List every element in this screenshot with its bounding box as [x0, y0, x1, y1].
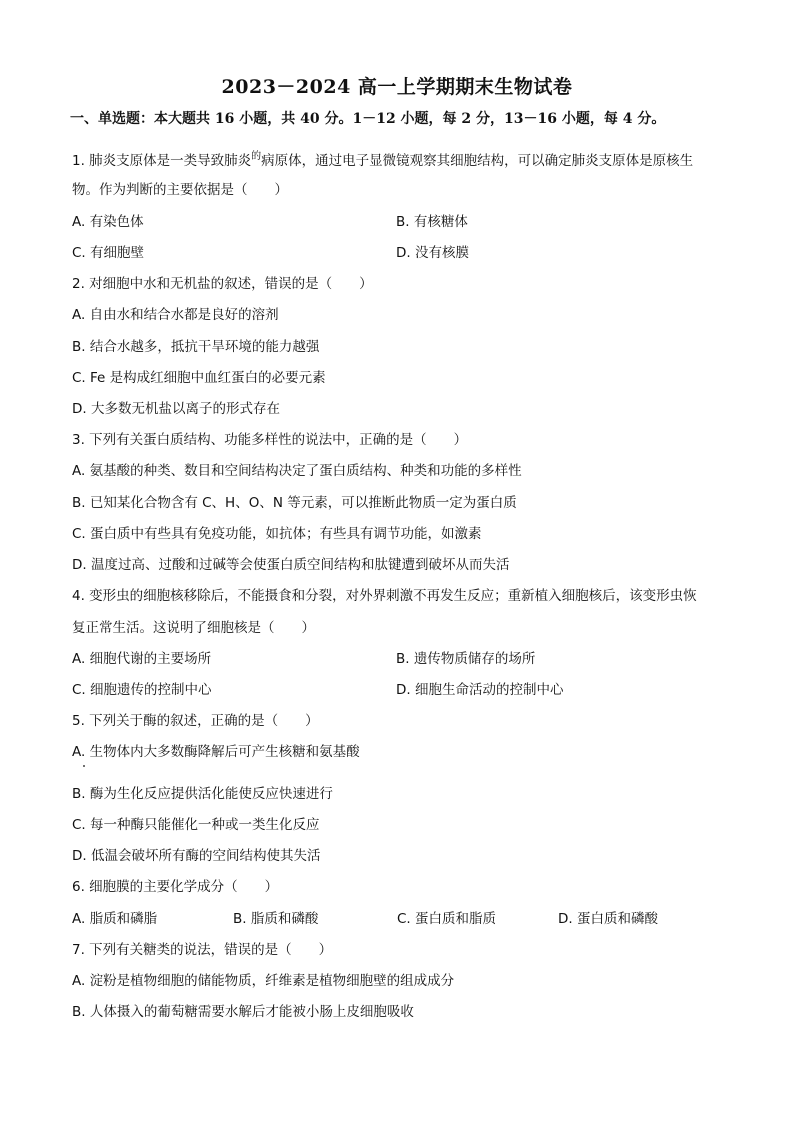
question-5-option-b[interactable]: B. 酶为生化反应提供活化能使反应快速进行: [72, 786, 333, 802]
stray-dot: [83, 765, 85, 767]
question-5-stem: 5. 下列关于酶的叙述，正确的是（ ）: [72, 713, 319, 729]
question-6-option-b[interactable]: B. 脂质和磷酸: [233, 911, 319, 927]
question-5-option-a[interactable]: A. 生物体内大多数酶降解后可产生核糖和氨基酸: [72, 744, 360, 760]
question-2-option-c[interactable]: C. Fe 是构成红细胞中血红蛋白的必要元素: [72, 370, 326, 386]
question-2-option-b[interactable]: B. 结合水越多，抵抗干旱环境的能力越强: [72, 339, 320, 355]
question-1-stem-superscript: 的: [251, 151, 262, 162]
question-4-option-d[interactable]: D. 细胞生命活动的控制中心: [396, 682, 564, 698]
question-1-stem-part-a: 1. 肺炎支原体是一类导致肺炎: [72, 153, 252, 169]
question-1-stem-line2: 物。作为判断的主要依据是（ ）: [72, 182, 288, 198]
question-4-stem-line2: 复正常生活。这说明了细胞核是（ ）: [72, 620, 315, 636]
question-4-option-a[interactable]: A. 细胞代谢的主要场所: [72, 651, 212, 667]
question-4-stem: 4. 变形虫的细胞核移除后，不能摄食和分裂，对外界刺激不再发生反应；重新植入细胞核后，该变形虫恢: [72, 588, 697, 604]
question-6-option-d[interactable]: D. 蛋白质和磷酸: [558, 911, 658, 927]
question-5-option-c[interactable]: C. 每一种酶只能催化一种或一类生化反应: [72, 817, 320, 833]
question-1-option-d[interactable]: D. 没有核膜: [396, 245, 469, 261]
question-2-stem: 2. 对细胞中水和无机盐的叙述，错误的是（ ）: [72, 276, 373, 292]
question-3-stem: 3. 下列有关蛋白质结构、功能多样性的说法中，正确的是（ ）: [72, 432, 468, 448]
question-3-option-a[interactable]: A. 氨基酸的种类、数目和空间结构决定了蛋白质结构、种类和功能的多样性: [72, 463, 522, 479]
question-1-stem-part-b: 病原体，通过电子显微镜观察其细胞结构，可以确定肺炎支原体是原核生: [261, 153, 694, 169]
question-7-option-a[interactable]: A. 淀粉是植物细胞的储能物质，纤维素是植物细胞壁的组成成分: [72, 973, 455, 989]
question-7-option-b[interactable]: B. 人体摄入的葡萄糖需要水解后才能被小肠上皮细胞吸收: [72, 1004, 414, 1020]
question-2-option-a[interactable]: A. 自由水和结合水都是良好的溶剂: [72, 307, 279, 323]
question-3-option-b[interactable]: B. 已知某化合物含有 C、H、O、N 等元素，可以推断此物质一定为蛋白质: [72, 495, 517, 511]
question-6-stem: 6. 细胞膜的主要化学成分（ ）: [72, 879, 279, 895]
question-2-option-d[interactable]: D. 大多数无机盐以离子的形式存在: [72, 401, 280, 417]
question-5-option-d[interactable]: D. 低温会破坏所有酶的空间结构使其失活: [72, 848, 321, 864]
question-7-stem: 7. 下列有关糖类的说法，错误的是（ ）: [72, 942, 333, 958]
question-1-option-c[interactable]: C. 有细胞壁: [72, 245, 145, 261]
question-6-option-a[interactable]: A. 脂质和磷脂: [72, 911, 158, 927]
question-1-option-b[interactable]: B. 有核糖体: [396, 214, 468, 230]
question-3-option-d[interactable]: D. 温度过高、过酸和过碱等会使蛋白质空间结构和肽键遭到破坏从而失活: [72, 557, 510, 573]
question-6-option-c[interactable]: C. 蛋白质和脂质: [397, 911, 497, 927]
question-4-option-c[interactable]: C. 细胞遗传的控制中心: [72, 682, 212, 698]
question-4-option-b[interactable]: B. 遗传物质储存的场所: [396, 651, 536, 667]
section-heading: 一、单选题：本大题共 16 小题，共 40 分。1－12 小题，每 2 分，13－16 小题，每 4 分。: [70, 111, 666, 127]
question-1-option-a[interactable]: A. 有染色体: [72, 214, 144, 230]
question-1-stem: [72, 148, 693, 170]
question-3-option-c[interactable]: C. 蛋白质中有些具有免疫功能，如抗体；有些具有调节功能，如激素: [72, 526, 482, 542]
page-title: 2023－2024 高一上学期期末生物试卷: [221, 76, 573, 98]
